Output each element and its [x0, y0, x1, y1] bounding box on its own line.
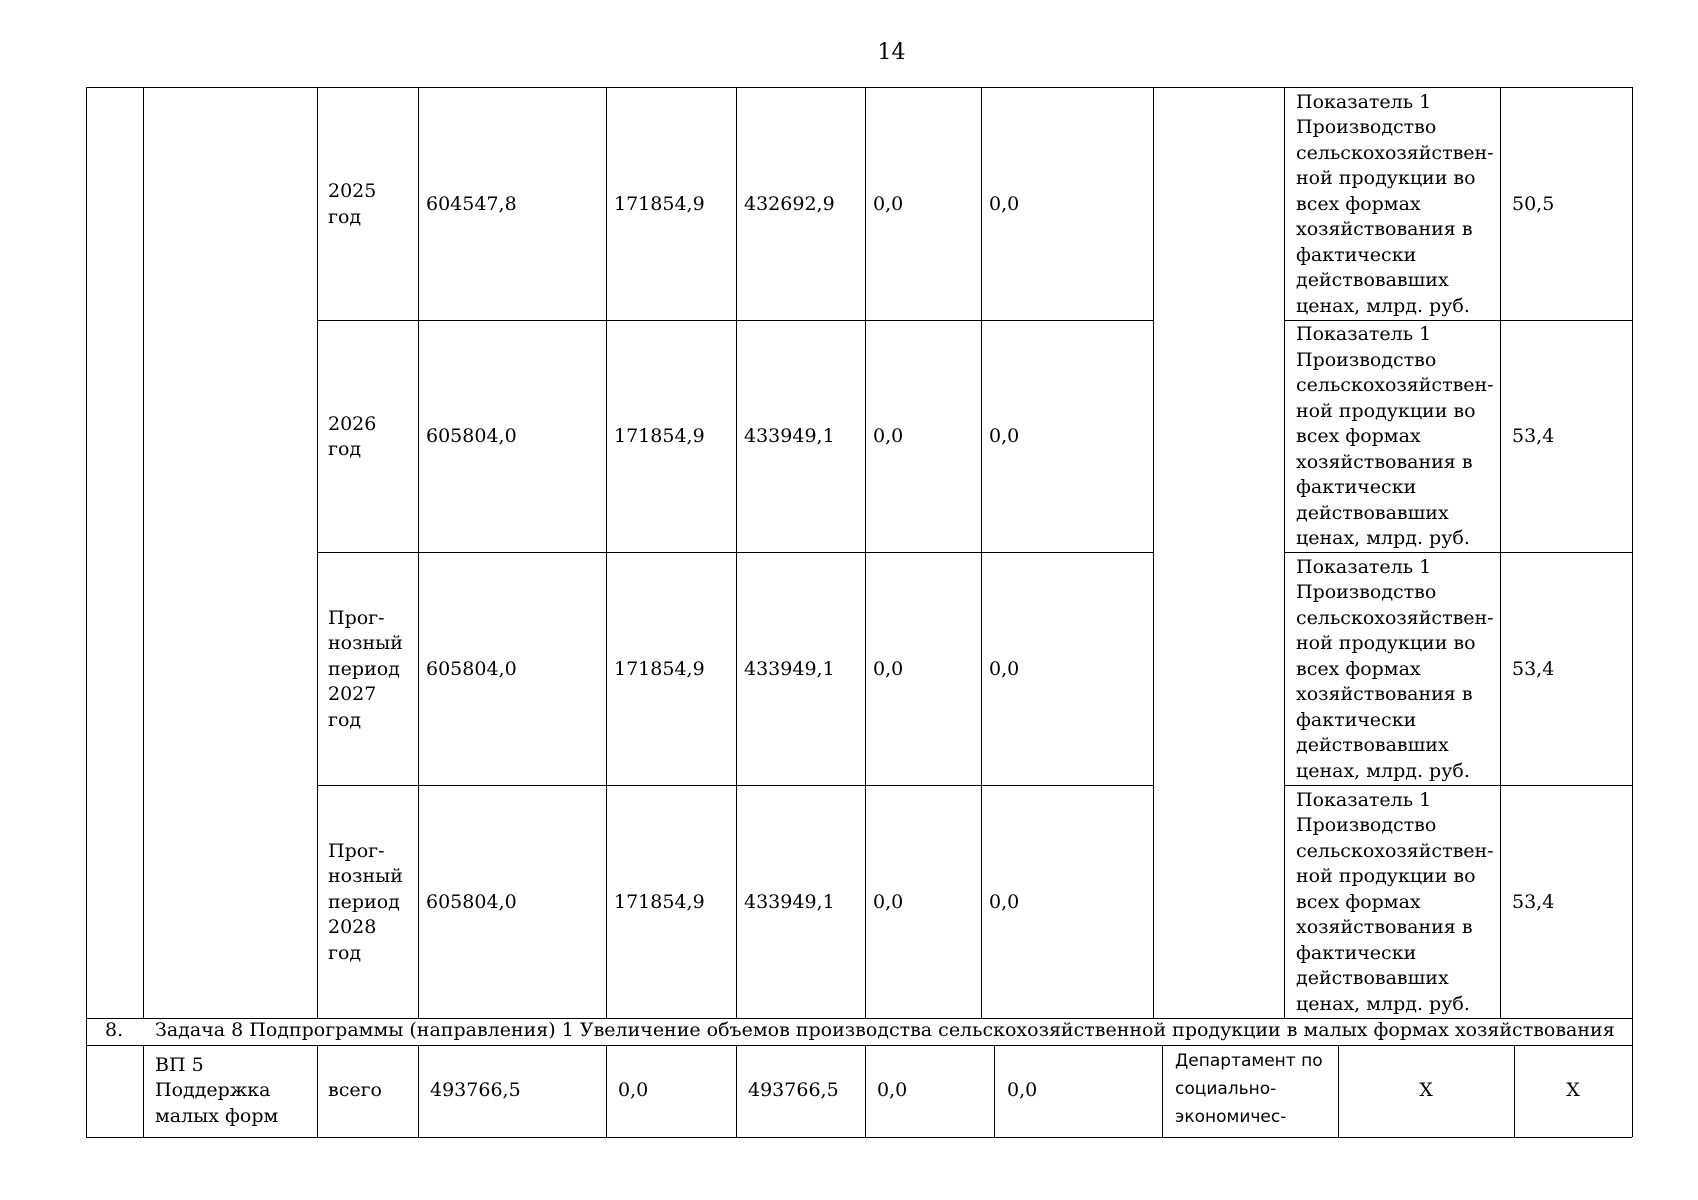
- table-border: [1284, 87, 1285, 1018]
- amount-cell: 493766,5: [748, 1079, 839, 1101]
- table-border: [143, 87, 144, 1018]
- period-label: Прог-: [328, 839, 385, 862]
- indicator-description: хозяйствования в: [1296, 450, 1473, 473]
- indicator-description: действовавших: [1296, 734, 1449, 757]
- table-border: [994, 1045, 995, 1137]
- table-border: [317, 1045, 318, 1137]
- executor-name: Департамент по: [1175, 1051, 1323, 1071]
- indicator-description: ценах, млрд. руб.: [1296, 527, 1470, 550]
- table-border: [981, 87, 982, 1018]
- indicator-description: Показатель 1: [1296, 555, 1432, 578]
- amount-cell: 0,0: [877, 1079, 908, 1101]
- period-label: 2025: [328, 180, 377, 202]
- amount-cell: 604547,8: [426, 192, 517, 215]
- executor-name: экономичес-: [1175, 1107, 1287, 1127]
- table-border: [1632, 1018, 1633, 1045]
- indicator-description: хозяйствования в: [1296, 683, 1473, 706]
- table-border: [86, 1018, 87, 1045]
- indicator-description: фактически: [1296, 243, 1417, 266]
- period-label: Прог-: [328, 606, 385, 629]
- table-border: [606, 1045, 607, 1137]
- amount-cell: 433949,1: [744, 890, 835, 913]
- indicator-value: 53,4: [1512, 890, 1555, 913]
- indicator-description: ценах, млрд. руб.: [1296, 992, 1470, 1015]
- executor-name: социально-: [1175, 1079, 1277, 1099]
- period-label: нозный: [328, 865, 403, 888]
- indicator-description: Производство: [1296, 814, 1437, 837]
- amount-cell: 0,0: [989, 425, 1020, 447]
- indicator-description: ной продукции во: [1296, 632, 1476, 655]
- amount-cell: 0,0: [873, 890, 904, 913]
- indicator-description: ной продукции во: [1296, 865, 1476, 888]
- amount-cell: 0,0: [618, 1079, 649, 1101]
- indicator-description: действовавших: [1296, 967, 1449, 990]
- period-label: 2028: [328, 916, 377, 939]
- amount-cell: 432692,9: [744, 192, 835, 215]
- table-border: [1284, 552, 1632, 553]
- indicator-description: Показатель 1: [1296, 323, 1432, 346]
- table-border: [736, 1045, 737, 1137]
- amount-cell: 0,0: [873, 192, 904, 215]
- period-label: период: [328, 890, 400, 913]
- period-label: нозный: [328, 632, 403, 655]
- table-border: [86, 87, 87, 1018]
- subprogram-name: ВП 5: [155, 1053, 204, 1076]
- indicator-description: всех формах: [1296, 425, 1421, 448]
- indicator-description: сельскохозяйствен-: [1296, 839, 1494, 862]
- amount-cell: 0,0: [989, 192, 1020, 215]
- indicator-description: Показатель 1: [1296, 90, 1432, 113]
- amount-cell: 0,0: [873, 657, 904, 680]
- indicator-description: фактически: [1296, 708, 1417, 731]
- indicator-description: Производство: [1296, 581, 1437, 604]
- indicator-value: 50,5: [1512, 192, 1555, 215]
- indicator-description: всех формах: [1296, 890, 1421, 913]
- indicator-description: Производство: [1296, 116, 1437, 139]
- indicator-description: ценах, млрд. руб.: [1296, 759, 1470, 782]
- period-label: год: [328, 941, 362, 964]
- amount-cell: 171854,9: [614, 192, 705, 215]
- indicator-description: сельскохозяйствен-: [1296, 141, 1494, 164]
- amount-cell: 171854,9: [614, 657, 705, 680]
- table-border: [86, 1045, 87, 1137]
- indicator-mark: Х: [1419, 1079, 1433, 1101]
- indicator-mark: Х: [1566, 1079, 1580, 1101]
- subprogram-name: Поддержка: [155, 1079, 271, 1102]
- period-label: год: [328, 708, 362, 731]
- table-border: [1153, 87, 1154, 1018]
- indicator-description: ной продукции во: [1296, 167, 1476, 190]
- table-border: [1284, 320, 1632, 321]
- indicator-description: сельскохозяйствен-: [1296, 374, 1494, 397]
- amount-cell: 605804,0: [426, 425, 517, 447]
- task-number: 8.: [105, 1019, 124, 1041]
- table-border: [317, 785, 1153, 786]
- amount-cell: 433949,1: [744, 425, 835, 447]
- table-bottom-border: [86, 1137, 1632, 1138]
- indicator-description: Производство: [1296, 348, 1437, 371]
- period-label: всего: [328, 1079, 382, 1101]
- table-border: [317, 87, 318, 1018]
- indicator-description: всех формах: [1296, 657, 1421, 680]
- table-border: [317, 320, 1153, 321]
- indicator-description: фактически: [1296, 476, 1417, 499]
- indicator-description: всех формах: [1296, 192, 1421, 215]
- indicator-description: сельскохозяйствен-: [1296, 606, 1494, 629]
- subprogram-name: малых форм: [155, 1104, 279, 1127]
- table-border: [1500, 87, 1501, 1018]
- indicator-value: 53,4: [1512, 425, 1555, 447]
- table-border: [1284, 785, 1632, 786]
- indicator-description: хозяйствования в: [1296, 916, 1473, 939]
- amount-cell: 0,0: [873, 425, 904, 447]
- page-number: 14: [877, 40, 906, 65]
- amount-cell: 171854,9: [614, 425, 705, 447]
- amount-cell: 171854,9: [614, 890, 705, 913]
- amount-cell: 433949,1: [744, 657, 835, 680]
- amount-cell: 0,0: [989, 657, 1020, 680]
- table-border: [865, 1045, 866, 1137]
- indicator-description: ценах, млрд. руб.: [1296, 294, 1470, 317]
- task-title: Задача 8 Подпрограммы (направления) 1 Увеличение объемов производства сельскохозяйственной продукции в малых формах хозяйствования: [155, 1019, 1615, 1041]
- table-border: [418, 87, 419, 1018]
- period-label: 2026: [328, 412, 377, 435]
- amount-cell: 605804,0: [426, 890, 517, 913]
- amount-cell: 0,0: [989, 890, 1020, 913]
- table-border: [418, 1045, 419, 1137]
- indicator-description: действовавших: [1296, 501, 1449, 524]
- table-border: [1162, 1045, 1163, 1137]
- amount-cell: 605804,0: [426, 657, 517, 680]
- indicator-description: хозяйствования в: [1296, 218, 1473, 241]
- period-label: период: [328, 657, 400, 680]
- table-border: [736, 87, 737, 1018]
- indicator-value: 53,4: [1512, 657, 1555, 680]
- indicator-description: ной продукции во: [1296, 399, 1476, 422]
- period-label: год: [328, 205, 362, 228]
- period-label: год: [328, 438, 362, 460]
- table-border: [143, 1045, 144, 1137]
- indicator-description: Показатель 1: [1296, 788, 1432, 811]
- table-border: [1632, 1045, 1633, 1137]
- amount-cell: 493766,5: [430, 1079, 521, 1101]
- table-border: [317, 552, 1153, 553]
- amount-cell: 0,0: [1007, 1079, 1038, 1101]
- table-border: [865, 87, 866, 1018]
- table-border: [1632, 87, 1633, 1018]
- table-border: [606, 87, 607, 1018]
- indicator-description: действовавших: [1296, 269, 1449, 292]
- indicator-description: фактически: [1296, 941, 1417, 964]
- period-label: 2027: [328, 683, 377, 706]
